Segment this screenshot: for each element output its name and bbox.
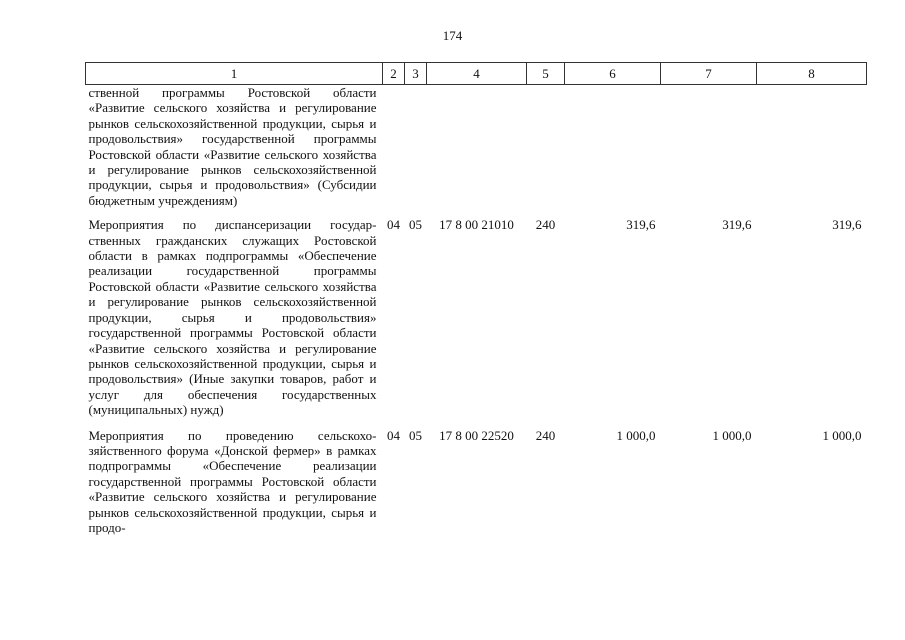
amount-year-1-cell: 1 000,0 [616, 427, 656, 443]
expense-name-line: Мероприятия по диспансеризации государ [88, 217, 377, 233]
expense-name-line: дукции, сырья и продовольствия» государ [88, 115, 377, 147]
expense-name-line: «Развитие сельского хозяйства и регулиро [88, 100, 346, 116]
table-header [86, 63, 867, 85]
amount-year-2-cell: 1 000,0 [712, 427, 752, 443]
header-col-6: 6 [565, 63, 661, 85]
expense-name-line: дарственных (муниципальных) нужд) [88, 386, 377, 418]
amount-year-1-cell [565, 85, 661, 217]
target-article-cell [427, 85, 527, 217]
amount-year-2-cell [661, 85, 757, 217]
amount-year-3-cell: 1 000,0 [822, 427, 862, 443]
header-col-1: 1 [86, 63, 383, 85]
expense-name-line: «Развитие сельского хозяйства и регулиро [88, 146, 377, 178]
table-row [86, 427, 867, 545]
expense-name-line: зяйственного форума «Донской фермер» в [88, 442, 333, 458]
expense-name-line: Мероприятия по проведению сельскохо [88, 427, 377, 443]
table-row [86, 85, 867, 217]
expense-name-cell [86, 85, 383, 217]
amount-year-3-cell: 319,6 [832, 217, 862, 233]
section-code-cell: 04 [387, 427, 400, 443]
subsection-code-cell [405, 85, 427, 217]
expense-name-line: вание рынков сельскохозяйственной про [88, 100, 377, 131]
header-col-8: 8 [757, 63, 867, 85]
expense-name-line: вание рынков сельскохозяйственной про [88, 162, 377, 193]
expense-type-cell: 240 [535, 427, 556, 443]
amount-year-1-cell: 319,6 [626, 217, 656, 233]
expense-name-line: рья и продовольствия» (Иные закупки то [88, 355, 377, 387]
expense-name-line: ков сельскохозяйственной продукции, сы [110, 355, 346, 371]
expense-name-line: зяйства и регулирование рынков сельско [88, 489, 377, 520]
header-col-3: 3 [405, 63, 427, 85]
table-row [86, 216, 867, 426]
section-code-cell [383, 85, 405, 217]
expense-name-line: ственных гражданских служащих Ростов [88, 232, 352, 248]
table-body [86, 85, 867, 545]
expense-name-line: ков сельскохозяйственной продукции, сы [88, 294, 377, 325]
header-col-5: 5 [527, 63, 565, 85]
expense-name-line: ственной программы Ростовской области [88, 85, 377, 100]
page-number: 174 [442, 28, 463, 43]
expense-name-line: ственной программы Ростовской области [88, 131, 377, 162]
expense-name-line: сельского хозяйства и регулирование рын [88, 340, 377, 371]
expense-name-line: стовской области «Развитие сельского хо [88, 473, 377, 505]
expense-name-line: сельского хозяйства и регулирование рын [88, 278, 377, 310]
expense-name-line: программы Ростовской области «Развитие [88, 325, 377, 356]
expense-name-cell [86, 427, 383, 545]
expense-name-line: программы Ростовской области «Развитие [88, 263, 377, 294]
expense-type-cell: 240 [535, 217, 556, 233]
section-code-cell: 04 [387, 217, 400, 233]
expense-name-line: дии бюджетным учреждениям) [88, 177, 377, 208]
expense-name-line: ской области в рамках подпрограммы [88, 232, 377, 264]
target-article-cell: 17 8 00 22520 [439, 427, 514, 443]
expense-name-line: дукции, сырья и продовольствия» (Субси [108, 177, 356, 193]
header-col-4: 4 [427, 63, 527, 85]
expense-name-line: лизации государственной программы Ро [88, 458, 377, 489]
expense-name-line: рья и продовольствия» государственной [88, 309, 377, 341]
amount-year-2-cell: 319,6 [722, 217, 752, 233]
expense-name-cell [86, 216, 383, 426]
header-col-7: 7 [661, 63, 757, 85]
budget-table [85, 62, 867, 544]
expense-name-line: хозяйственной продукции, сырья и продо- [88, 504, 377, 535]
target-article-cell: 17 8 00 21010 [439, 217, 514, 233]
expense-name-line: «Обеспечение реализации государственной [88, 248, 377, 279]
header-row [86, 63, 867, 85]
amount-year-3-cell [757, 85, 867, 217]
expense-type-cell [527, 85, 565, 217]
expense-name-line: варов, работ и услуг для обеспечения госу [88, 371, 377, 402]
subsection-code-cell: 05 [409, 217, 422, 233]
subsection-code-cell: 05 [409, 427, 422, 443]
expense-name-line: рамках подпрограммы «Обеспечение реа [88, 442, 377, 474]
header-col-2: 2 [383, 63, 405, 85]
